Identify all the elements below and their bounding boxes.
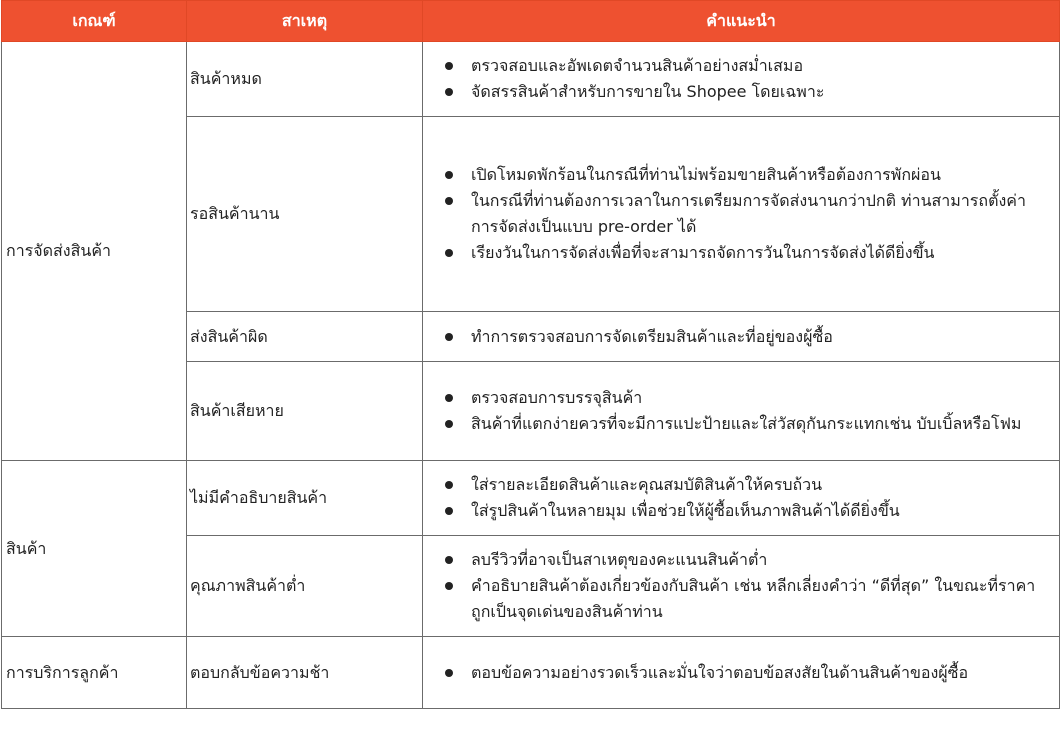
advice-item: ตรวจสอบและอัพเดตจำนวนสินค้าอย่างสม่ำเสมอ (427, 53, 1053, 79)
table-header (2, 1, 1060, 42)
advice-list (427, 162, 1053, 266)
bullet-icon (445, 582, 453, 590)
cause-cell: สินค้าหมด (187, 42, 423, 117)
bullet-icon (445, 171, 453, 179)
header-row (2, 1, 1060, 42)
advice-item: เรียงวันในการจัดส่งเพื่อที่จะสามารถจัดการวันในการจัดส่งได้ดียิ่งขึ้น (427, 240, 1053, 266)
advice-list (427, 547, 1053, 625)
bullet-icon (445, 669, 453, 677)
bullet-icon (445, 420, 453, 428)
advice-list (427, 385, 1053, 437)
advice-list (427, 472, 1053, 524)
advice-table-container (1, 0, 1059, 709)
advice-list (427, 660, 1053, 686)
cause-cell: คุณภาพสินค้าต่ำ (187, 536, 423, 637)
bullet-icon (445, 481, 453, 489)
bullet-icon (445, 249, 453, 257)
cause-cell: ตอบกลับข้อความช้า (187, 637, 423, 709)
bullet-icon (445, 394, 453, 402)
advice-item: ใส่รายละเอียดสินค้าและคุณสมบัติสินค้าให้ครบถ้วน (427, 472, 1053, 498)
advice-item: ตอบข้อความอย่างรวดเร็วและมั่นใจว่าตอบข้อสงสัยในด้านสินค้าของผู้ซื้อ (427, 660, 1053, 686)
advice-cell (423, 117, 1060, 312)
table-row (2, 42, 1060, 117)
bullet-icon (445, 556, 453, 564)
advice-item: ใส่รูปสินค้าในหลายมุม เพื่อช่วยให้ผู้ซื้อเห็นภาพสินค้าได้ดียิ่งขึ้น (427, 498, 1053, 524)
criteria-cell: การจัดส่งสินค้า (2, 42, 187, 461)
advice-table (1, 0, 1060, 709)
advice-cell (423, 536, 1060, 637)
bullet-icon (445, 197, 453, 205)
advice-item: สินค้าที่แตกง่ายควรที่จะมีการแปะป้ายและใส่วัสดุกันกระแทกเช่น บับเบิ้ลหรือโฟม (427, 411, 1053, 437)
advice-item: เปิดโหมดพักร้อนในกรณีที่ท่านไม่พร้อมขายสินค้าหรือต้องการพักผ่อน (427, 162, 1053, 188)
bullet-icon (445, 507, 453, 515)
bullet-icon (445, 88, 453, 96)
cause-cell: สินค้าเสียหาย (187, 362, 423, 461)
advice-item: ลบรีวิวที่อาจเป็นสาเหตุของคะแนนสินค้าต่ำ (427, 547, 1053, 573)
criteria-cell: การบริการลูกค้า (2, 637, 187, 709)
bullet-icon (445, 333, 453, 341)
advice-cell (423, 362, 1060, 461)
header-advice: คำแนะนำ (423, 1, 1060, 42)
advice-item: ทำการตรวจสอบการจัดเตรียมสินค้าและที่อยู่ของผู้ซื้อ (427, 324, 1053, 350)
cause-cell: ส่งสินค้าผิด (187, 312, 423, 362)
advice-cell (423, 312, 1060, 362)
cause-cell: รอสินค้านาน (187, 117, 423, 312)
table-row (2, 637, 1060, 709)
advice-list (427, 53, 1053, 105)
criteria-cell: สินค้า (2, 461, 187, 637)
cause-cell: ไม่มีคำอธิบายสินค้า (187, 461, 423, 536)
advice-item: คำอธิบายสินค้าต้องเกี่ยวข้องกับสินค้า เช่น หลีกเลี่ยงคำว่า “ดีที่สุด” ในขณะที่ราคาถูกเป็นจุดเด่นของสินค้าท่าน (427, 573, 1053, 625)
advice-cell (423, 461, 1060, 536)
advice-cell (423, 637, 1060, 709)
bullet-icon (445, 62, 453, 70)
advice-item: จัดสรรสินค้าสำหรับการขายใน Shopee โดยเฉพาะ (427, 79, 1053, 105)
advice-list (427, 324, 1053, 350)
advice-item: ในกรณีที่ท่านต้องการเวลาในการเตรียมการจัดส่งนานกว่าปกติ ท่านสามารถตั้งค่าการจัดส่งเป็นแบบ pre-order ได้ (427, 188, 1053, 240)
table-row (2, 461, 1060, 536)
advice-cell (423, 42, 1060, 117)
header-criteria: เกณฑ์ (2, 1, 187, 42)
advice-item: ตรวจสอบการบรรจุสินค้า (427, 385, 1053, 411)
header-cause: สาเหตุ (187, 1, 423, 42)
